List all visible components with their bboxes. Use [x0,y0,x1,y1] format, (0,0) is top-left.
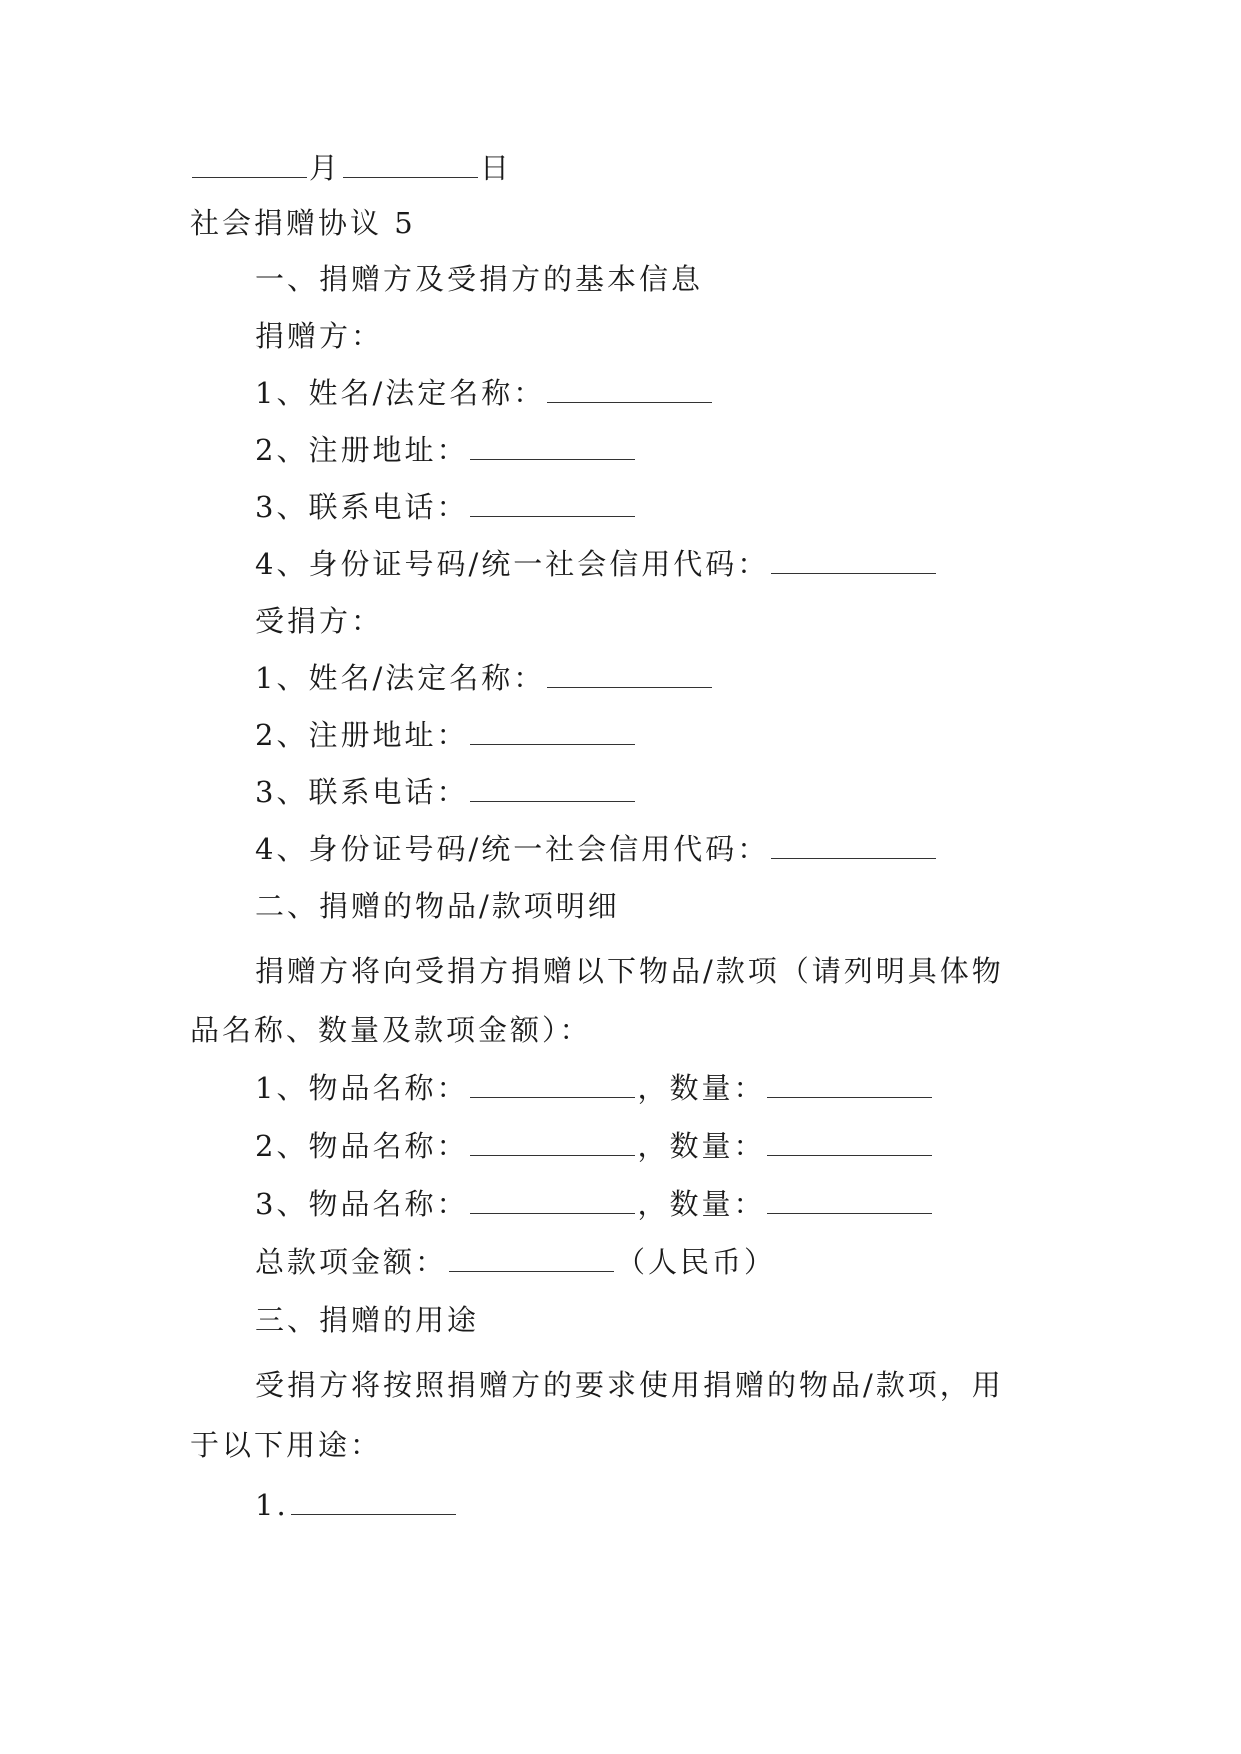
item-name-blank[interactable] [470,1073,635,1098]
donor-name-blank[interactable] [547,378,712,403]
donor-address-label: 2、注册地址： [255,433,469,467]
recipient-name-blank[interactable] [547,663,712,688]
item-name-label: 物品名称： [308,1129,469,1163]
donor-label: 捐赠方： [255,319,384,353]
item-number: 3、 [255,1187,309,1221]
total-amount-blank[interactable] [449,1247,614,1272]
total-amount-line [255,1244,776,1280]
recipient-name-label: 1、姓名/法定名称： [255,661,546,695]
item-qty-label: ，数量： [637,1187,766,1221]
item-name-blank[interactable] [470,1131,635,1156]
usage-item-number: 1. [255,1488,289,1522]
date-line [190,150,512,186]
section1-heading: 一、捐赠方及受捐方的基本信息 [255,262,704,296]
recipient-name-line [255,660,714,696]
recipient-address-line [255,717,637,753]
section3-para-line2: 于以下用途： [190,1428,383,1462]
donor-id-blank[interactable] [771,549,936,574]
currency-note: （人民币） [616,1245,777,1279]
item-row-3 [255,1186,934,1222]
usage-item-1 [255,1487,458,1523]
item-qty-blank[interactable] [767,1189,932,1214]
recipient-address-blank[interactable] [470,720,635,745]
item-qty-blank[interactable] [767,1131,932,1156]
recipient-address-label: 2、注册地址： [255,718,469,752]
item-qty-label: ，数量： [637,1071,766,1105]
donor-name-line [255,375,714,411]
donor-address-line [255,432,637,468]
donor-address-blank[interactable] [470,435,635,460]
recipient-phone-line [255,774,637,810]
recipient-label: 受捐方： [255,604,384,638]
recipient-id-label: 4、身份证号码/统一社会信用代码： [255,832,770,866]
item-number: 2、 [255,1129,309,1163]
section3-para-line1: 受捐方将按照捐赠方的要求使用捐赠的物品/款项，用 [255,1368,1004,1402]
item-name-label: 物品名称： [308,1187,469,1221]
item-number: 1、 [255,1071,309,1105]
item-name-label: 物品名称： [308,1071,469,1105]
donor-phone-label: 3、联系电话： [255,490,469,524]
donor-phone-line [255,489,637,525]
recipient-phone-blank[interactable] [470,777,635,802]
recipient-phone-label: 3、联系电话： [255,775,469,809]
year-blank[interactable] [192,153,307,178]
section2-intro-line2: 品名称、数量及款项金额）： [190,1013,592,1047]
donor-phone-blank[interactable] [470,492,635,517]
item-qty-label: ，数量： [637,1129,766,1163]
section3-heading: 三、捐赠的用途 [255,1303,480,1337]
section2-heading: 二、捐赠的物品/款项明细 [255,889,620,923]
usage-item-blank[interactable] [291,1490,456,1515]
month-blank[interactable] [343,153,478,178]
recipient-id-blank[interactable] [771,834,936,859]
item-qty-blank[interactable] [767,1073,932,1098]
section2-intro-line1: 捐赠方将向受捐方捐赠以下物品/款项（请列明具体物 [255,954,1004,988]
donor-id-line [255,546,938,582]
item-row-1 [255,1070,934,1106]
item-row-2 [255,1128,934,1164]
day-label: 日 [480,151,513,185]
month-label: 月 [309,151,342,185]
total-amount-label: 总款项金额： [255,1245,448,1279]
recipient-id-line [255,831,938,867]
donor-id-label: 4、身份证号码/统一社会信用代码： [255,547,770,581]
item-name-blank[interactable] [470,1189,635,1214]
donor-name-label: 1、姓名/法定名称： [255,376,546,410]
document-title: 社会捐赠协议 5 [190,206,416,240]
